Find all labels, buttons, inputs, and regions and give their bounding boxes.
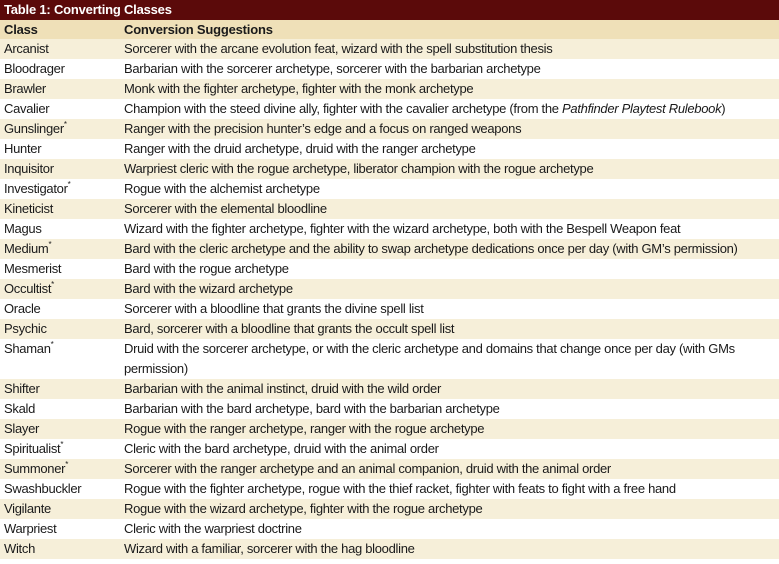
class-name-cell <box>0 159 120 179</box>
class-name: Hunter <box>4 141 42 156</box>
suggestion-cell <box>120 339 779 379</box>
class-name-cell <box>0 519 120 539</box>
suggestion-cell <box>120 59 779 79</box>
class-name-cell <box>0 239 120 259</box>
table-row <box>0 519 779 539</box>
class-name: Bloodrager <box>4 61 65 76</box>
suggestion-text: Sorcerer with the ranger archetype and an animal companion, druid with the animal order <box>124 461 611 476</box>
class-name: Gunslinger <box>4 121 64 136</box>
suggestion-cell <box>120 299 779 319</box>
suggestion-cell <box>120 259 779 279</box>
class-column-header: Class <box>0 20 120 39</box>
class-name-cell <box>0 459 120 479</box>
asterisk-marker: * <box>48 240 52 249</box>
class-name: Mesmerist <box>4 261 62 276</box>
suggestion-cell <box>120 179 779 199</box>
table-row <box>0 279 779 299</box>
table-row <box>0 39 779 59</box>
suggestion-text: Ranger with the precision hunter’s edge and a focus on ranged weapons <box>124 121 522 136</box>
suggestion-text: Champion with the steed divine ally, fighter with the cavalier archetype (from the <box>124 101 563 116</box>
suggestion-cell <box>120 519 779 539</box>
class-name: Cavalier <box>4 101 50 116</box>
table-row <box>0 399 779 419</box>
class-name: Medium <box>4 241 49 256</box>
suggestion-cell <box>120 239 779 259</box>
suggestion-cell <box>120 219 779 239</box>
class-name: Skald <box>4 401 36 416</box>
suggestion-text: Rogue with the fighter archetype, rogue with the thief racket, fighter with feats to fight with a free hand <box>124 481 676 496</box>
suggestion-text: Bard with the rogue archetype <box>124 261 289 276</box>
asterisk-marker: * <box>51 280 54 289</box>
suggestion-text: Barbarian with the animal instinct, druid with the wild order <box>124 381 441 396</box>
suggestion-text: Sorcerer with the elemental bloodline <box>124 201 327 216</box>
suggestion-text: Druid with the sorcerer archetype, or with the cleric archetype and domains that change once per day (with GMs permission) <box>124 341 735 376</box>
class-name: Summoner <box>4 461 66 476</box>
suggestion-text: Wizard with a familiar, sorcerer with the hag bloodline <box>124 541 415 556</box>
class-name: Kineticist <box>4 201 54 216</box>
asterisk-marker: * <box>50 340 54 349</box>
table-row <box>0 319 779 339</box>
table-row <box>0 499 779 519</box>
suggestion-text: Sorcerer with a bloodline that grants the divine spell list <box>124 301 424 316</box>
suggestion-text: Rogue with the ranger archetype, ranger with the rogue archetype <box>124 421 485 436</box>
suggestion-cell <box>120 419 779 439</box>
class-name-cell <box>0 139 120 159</box>
table-title: Table 1: Converting Classes <box>0 0 779 20</box>
class-name-cell <box>0 99 120 119</box>
table-row <box>0 459 779 479</box>
suggestion-text: Monk with the fighter archetype, fighter with the monk archetype <box>124 81 474 96</box>
suggestion-cell <box>120 79 779 99</box>
book-title: Pathfinder Playtest Rulebook <box>562 101 722 116</box>
table-row <box>0 99 779 119</box>
suggestion-text: Rogue with the alchemist archetype <box>124 181 320 196</box>
class-name: Vigilante <box>4 501 51 516</box>
class-name-cell <box>0 259 120 279</box>
suggestion-cell <box>120 499 779 519</box>
suggestion-cell <box>120 159 779 179</box>
class-name-cell <box>0 499 120 519</box>
suggestion-text: Bard with the wizard archetype <box>124 281 293 296</box>
class-name: Slayer <box>4 421 40 436</box>
suggestion-cell <box>120 99 779 119</box>
suggestion-cell <box>120 539 779 559</box>
suggestion-text: Barbarian with the bard archetype, bard with the barbarian archetype <box>124 401 500 416</box>
suggestion-text: Wizard with the fighter archetype, fighter with the wizard archetype, both with the Bespell Weapon feat <box>124 221 681 236</box>
suggestion-cell <box>120 439 779 459</box>
class-name: Shifter <box>4 381 40 396</box>
suggestion-text: Rogue with the wizard archetype, fighter with the rogue archetype <box>124 501 483 516</box>
class-name-cell <box>0 219 120 239</box>
suggestion-cell <box>120 399 779 419</box>
suggestion-cell <box>120 39 779 59</box>
class-name: Investigator <box>4 181 68 196</box>
table-row <box>0 539 779 559</box>
table-row <box>0 479 779 499</box>
class-name: Swashbuckler <box>4 481 82 496</box>
class-name-cell <box>0 539 120 559</box>
table-row <box>0 179 779 199</box>
class-name: Spiritualist <box>4 441 61 456</box>
table-row <box>0 219 779 239</box>
suggestion-text: Cleric with the warpriest doctrine <box>124 521 302 536</box>
suggestion-text: Sorcerer with the arcane evolution feat, wizard with the spell substitution thesis <box>124 41 553 56</box>
asterisk-marker: * <box>60 440 64 449</box>
class-name: Psychic <box>4 321 47 336</box>
class-name: Inquisitor <box>4 161 54 176</box>
table-row <box>0 79 779 99</box>
suggestion-cell <box>120 119 779 139</box>
class-name: Magus <box>4 221 42 236</box>
class-name-cell <box>0 379 120 399</box>
class-name-cell <box>0 79 120 99</box>
suggestion-cell <box>120 459 779 479</box>
class-name: Witch <box>4 541 36 556</box>
asterisk-marker: * <box>65 460 69 469</box>
class-name-cell <box>0 199 120 219</box>
suggestion-cell <box>120 279 779 299</box>
class-name: Brawler <box>4 81 46 96</box>
classes-table <box>0 20 779 559</box>
class-name-cell <box>0 279 120 299</box>
table-row <box>0 419 779 439</box>
suggestion-text: Bard with the cleric archetype and the ability to swap archetype dedications once per day (with GM’s permission) <box>124 241 738 256</box>
header-row <box>0 20 779 39</box>
class-name-cell <box>0 419 120 439</box>
table-row <box>0 339 779 379</box>
suggestion-text-tail: ) <box>721 101 726 116</box>
table-row <box>0 139 779 159</box>
table-row <box>0 379 779 399</box>
suggestion-cell <box>120 379 779 399</box>
table-row <box>0 299 779 319</box>
table-row <box>0 259 779 279</box>
suggestion-text: Ranger with the druid archetype, druid with the ranger archetype <box>124 141 476 156</box>
class-name-cell <box>0 39 120 59</box>
table-row <box>0 159 779 179</box>
table-row <box>0 239 779 259</box>
suggestion-text: Cleric with the bard archetype, druid with the animal order <box>124 441 439 456</box>
class-name: Shaman <box>4 341 51 356</box>
suggestion-text: Bard, sorcerer with a bloodline that grants the occult spell list <box>124 321 455 336</box>
suggestion-cell <box>120 139 779 159</box>
class-name: Oracle <box>4 301 41 316</box>
suggestion-cell <box>120 479 779 499</box>
asterisk-marker: * <box>63 120 67 129</box>
class-name-cell <box>0 439 120 459</box>
table-row <box>0 119 779 139</box>
table-row <box>0 439 779 459</box>
suggestion-cell <box>120 199 779 219</box>
suggestion-text: Barbarian with the sorcerer archetype, sorcerer with the barbarian archetype <box>124 61 541 76</box>
table-row <box>0 199 779 219</box>
suggestion-text: Warpriest cleric with the rogue archetype, liberator champion with the rogue archetype <box>124 161 594 176</box>
class-name-cell <box>0 119 120 139</box>
table-row <box>0 59 779 79</box>
class-name-cell <box>0 339 120 379</box>
class-name-cell <box>0 59 120 79</box>
asterisk-marker: * <box>67 180 71 189</box>
class-name-cell <box>0 179 120 199</box>
class-name-cell <box>0 479 120 499</box>
class-name-cell <box>0 399 120 419</box>
class-name-cell <box>0 299 120 319</box>
suggestions-column-header: Conversion Suggestions <box>120 20 779 39</box>
class-name: Occultist <box>4 281 52 296</box>
suggestion-cell <box>120 319 779 339</box>
class-name-cell <box>0 319 120 339</box>
class-name: Arcanist <box>4 41 49 56</box>
class-name: Warpriest <box>4 521 57 536</box>
